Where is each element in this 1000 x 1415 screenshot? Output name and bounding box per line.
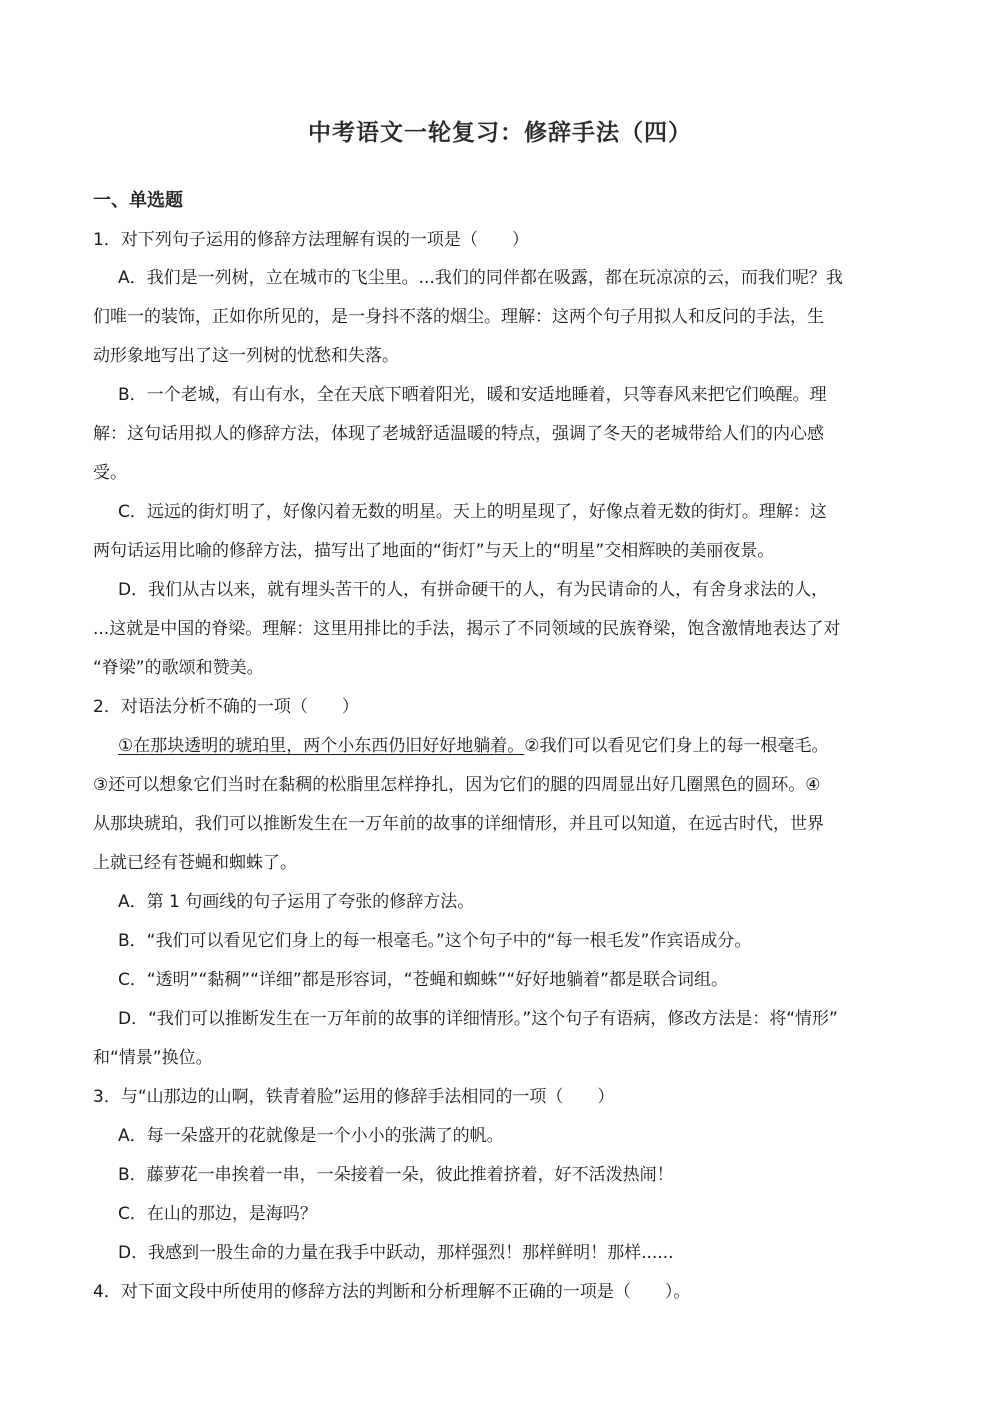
q1-option-d-cont: “脊梁”的歌颂和赞美。 [93, 658, 264, 678]
q2-passage-cont: 上就已经有苍蝇和蜘蛛了。 [93, 853, 297, 873]
passage-text: ②我们可以看见它们身上的每一根毫毛。 [524, 736, 829, 756]
q1-option-d: D．我们从古以来，就有埋头苦干的人，有拼命硬干的人，有为民请命的人，有舍身求法的人， [118, 580, 829, 600]
q1-option-b-cont: 解：这句话用拟人的修辞方法，体现了老城舒适温暖的特点，强调了冬天的老城带给人们的内心感 [93, 424, 824, 444]
q1-option-c: C．远远的街灯明了，好像闪着无数的明星。天上的明星现了，好像点着无数的街灯。理解：这 [118, 502, 827, 522]
q1-option-d-cont: ...这就是中国的脊梁。理解：这里用排比的手法，揭示了不同领域的民族脊梁，饱含激情地表达了对 [93, 619, 841, 639]
section-heading: 一、单选题 [93, 190, 183, 211]
q2-passage [118, 734, 913, 758]
question-2-stem: 2．对语法分析不确的一项（ ） [93, 697, 359, 717]
q3-option-d: D．我感到一股生命的力量在我手中跃动，那样强烈！那样鲜明！那样...... [118, 1243, 674, 1263]
q3-option-a: A．每一朵盛开的花就像是一个小小的张满了的帆。 [118, 1126, 504, 1146]
q3-option-c: C．在山的那边，是海吗？ [118, 1204, 317, 1224]
q2-option-b: B．“我们可以看见它们身上的每一根毫毛。”这个句子中的“每一根毛发”作宾语成分。 [118, 931, 752, 951]
page-title: 中考语文一轮复习：修辞手法（四） [308, 120, 692, 146]
q2-passage-cont: ③还可以想象它们当时在黏稠的松脂里怎样挣扎，因为它们的腿的四周显出好几圈黑色的圆环。④ [93, 775, 821, 795]
q1-option-a-cont: 们唯一的装饰，正如你所见的，是一身抖不落的烟尘。理解：这两个句子用拟人和反问的手法，生 [93, 307, 824, 327]
question-1-stem: 1．对下列句子运用的修辞方法理解有误的一项是（ ） [93, 230, 529, 250]
q1-option-a: A．我们是一列树，立在城市的飞尘里。...我们的同伴都在吸露，都在玩凉凉的云，而我们呢？我 [118, 268, 843, 288]
q1-option-b: B．一个老城，有山有水，全在天底下晒着阳光，暖和安适地睡着，只等春风来把它们唤醒。理 [118, 385, 827, 405]
q1-option-a-cont: 动形象地写出了这一列树的忧愁和失落。 [93, 346, 399, 366]
q2-option-d: D．“我们可以推断发生在一万年前的故事的详细情形。”这个句子有语病，修改方法是：将“情形” [118, 1009, 838, 1029]
q1-option-c-cont: 两句话运用比喻的修辞方法，描写出了地面的“街灯”与天上的“明星”交相辉映的美丽夜景。 [93, 541, 775, 561]
underlined-sentence: ①在那块透明的琥珀里，两个小东西仍旧好好地躺着。 [118, 736, 525, 756]
q2-option-d-cont: 和“情景”换位。 [93, 1048, 213, 1068]
question-4-stem: 4．对下面文段中所使用的修辞方法的判断和分析理解不正确的一项是（ ）。 [93, 1282, 691, 1302]
q2-option-a: A．第 1 句画线的句子运用了夸张的修辞方法。 [118, 892, 475, 912]
q3-option-b: B．藤萝花一串挨着一串，一朵接着一朵，彼此推着挤着，好不活泼热闹！ [118, 1165, 674, 1185]
q2-option-c: C．“透明”“黏稠”“详细”都是形容词，“苍蝇和蜘蛛”“好好地躺着”都是联合词组。 [118, 970, 728, 990]
question-3-stem: 3．与“山那边的山啊，铁青着脸”运用的修辞手法相同的一项（ ） [93, 1087, 615, 1107]
q2-passage-cont: 从那块琥珀，我们可以推断发生在一万年前的故事的详细情形，并且可以知道，在远古时代，世界 [93, 814, 824, 834]
q1-option-b-cont: 受。 [93, 463, 127, 483]
